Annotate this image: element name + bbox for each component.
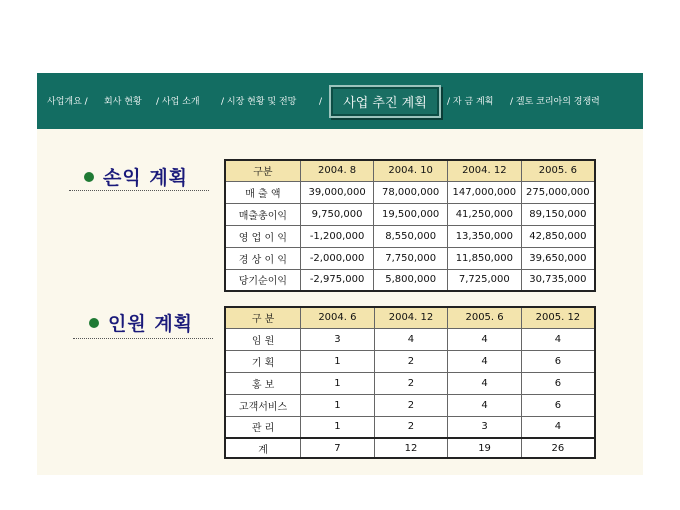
table-cell: 39,650,000	[521, 247, 595, 269]
table-cell: 4	[521, 416, 595, 438]
row-label: 고객서비스	[225, 394, 301, 416]
staff-section-title: 인원 계획	[108, 313, 194, 335]
table-cell: 4	[448, 372, 522, 394]
table-header-row	[225, 307, 595, 328]
row-label: 기 획	[225, 350, 301, 372]
nav-business-plan-active[interactable]: 사업 추진 계획	[329, 85, 441, 118]
table-cell: 6	[521, 350, 595, 372]
column-header: 구분	[225, 160, 300, 181]
table-cell: 7,750,000	[374, 247, 448, 269]
row-label: 당기순이익	[225, 269, 300, 291]
total-cell: 7	[301, 438, 375, 458]
table-cell: 147,000,000	[447, 181, 521, 203]
table-cell: 4	[448, 350, 522, 372]
table-cell: -2,000,000	[300, 247, 374, 269]
table-cell: 2	[374, 350, 448, 372]
column-header: 2004. 6	[301, 307, 375, 328]
row-label: 홍 보	[225, 372, 301, 394]
table-cell: 2	[374, 416, 448, 438]
table-cell: 7,725,000	[447, 269, 521, 291]
table-row	[225, 225, 595, 247]
profit-plan-table	[224, 159, 596, 292]
total-row	[225, 438, 595, 458]
table-cell: 1	[301, 416, 375, 438]
table-header-row	[225, 160, 595, 181]
profit-section-title: 손익 계획	[103, 167, 189, 189]
column-header: 2004. 8	[300, 160, 374, 181]
table-row	[225, 247, 595, 269]
row-label: 매출총이익	[225, 203, 300, 225]
table-cell: 4	[448, 394, 522, 416]
slide	[37, 73, 643, 475]
table-cell: 30,735,000	[521, 269, 595, 291]
nav-competitiveness[interactable]: / 겔토 코리아의 경쟁력	[510, 97, 600, 107]
table-cell: -1,200,000	[300, 225, 374, 247]
row-label: 매 출 액	[225, 181, 300, 203]
table-cell: -2,975,000	[300, 269, 374, 291]
table-cell: 1	[301, 394, 375, 416]
table-cell: 19,500,000	[374, 203, 448, 225]
column-header: 구 분	[225, 307, 301, 328]
table-cell: 5,800,000	[374, 269, 448, 291]
table-row	[225, 372, 595, 394]
table-cell: 9,750,000	[300, 203, 374, 225]
column-header: 2005. 12	[521, 307, 595, 328]
table-cell: 41,250,000	[447, 203, 521, 225]
total-label: 계	[225, 438, 301, 458]
table-cell: 2	[374, 372, 448, 394]
column-header: 2005. 6	[521, 160, 595, 181]
row-label: 임 원	[225, 328, 301, 350]
nav-business-intro[interactable]: / 사업 소개	[156, 97, 200, 107]
table-cell: 1	[301, 350, 375, 372]
column-header: 2004. 12	[447, 160, 521, 181]
bullet-icon	[89, 318, 99, 328]
navigation-bar	[37, 73, 643, 129]
table-row	[225, 181, 595, 203]
table-cell: 39,000,000	[300, 181, 374, 203]
table-row	[225, 394, 595, 416]
column-header: 2004. 12	[374, 307, 448, 328]
divider	[73, 338, 213, 339]
table-cell: 6	[521, 394, 595, 416]
table-cell: 1	[301, 372, 375, 394]
table-cell: 3	[301, 328, 375, 350]
table-row	[225, 269, 595, 291]
staff-section-heading	[89, 309, 193, 336]
table-cell: 42,850,000	[521, 225, 595, 247]
table-cell: 13,350,000	[447, 225, 521, 247]
table-cell: 3	[448, 416, 522, 438]
table-cell: 11,850,000	[447, 247, 521, 269]
table-cell: 4	[448, 328, 522, 350]
table-cell: 6	[521, 372, 595, 394]
staff-plan-table	[224, 306, 596, 459]
row-label: 영 업 이 익	[225, 225, 300, 247]
bullet-icon	[84, 172, 94, 182]
divider	[69, 190, 209, 191]
nav-separator: /	[319, 97, 323, 107]
total-cell: 19	[448, 438, 522, 458]
table-cell: 78,000,000	[374, 181, 448, 203]
nav-funding-plan[interactable]: / 자 금 계획	[447, 97, 494, 107]
table-row	[225, 203, 595, 225]
total-cell: 12	[374, 438, 448, 458]
nav-company-status[interactable]: 회사 현황	[104, 97, 142, 107]
column-header: 2005. 6	[448, 307, 522, 328]
table-cell: 89,150,000	[521, 203, 595, 225]
table-cell: 2	[374, 394, 448, 416]
table-row	[225, 350, 595, 372]
row-label: 관 리	[225, 416, 301, 438]
table-cell: 8,550,000	[374, 225, 448, 247]
total-cell: 26	[521, 438, 595, 458]
table-row	[225, 416, 595, 438]
nav-market-outlook[interactable]: / 시장 현황 및 전망	[221, 97, 297, 107]
profit-section-heading	[84, 163, 188, 190]
table-row	[225, 328, 595, 350]
table-cell: 4	[521, 328, 595, 350]
table-cell: 275,000,000	[521, 181, 595, 203]
table-cell: 4	[374, 328, 448, 350]
nav-business-overview[interactable]: 사업개요 /	[47, 97, 88, 107]
row-label: 경 상 이 익	[225, 247, 300, 269]
column-header: 2004. 10	[374, 160, 448, 181]
